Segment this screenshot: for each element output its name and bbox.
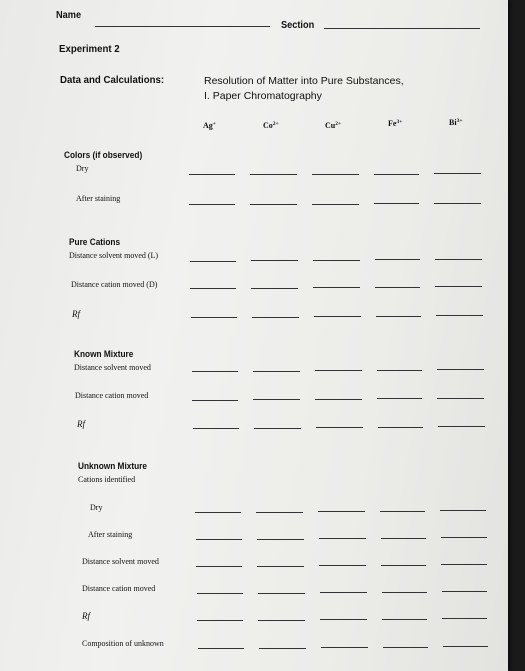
known-mixture-heading: Known Mixture	[74, 349, 134, 359]
pure-cations-heading: Pure Cations	[69, 237, 121, 247]
answer-blank[interactable]	[435, 286, 482, 287]
unknown-cation-label: Distance cation moved	[82, 584, 156, 593]
answer-blank[interactable]	[250, 174, 297, 175]
answer-blank[interactable]	[314, 316, 361, 317]
answer-blank[interactable]	[258, 620, 305, 621]
known-rf-label: Rf	[77, 419, 85, 429]
answer-blank[interactable]	[438, 426, 485, 427]
answer-blank[interactable]	[191, 317, 237, 318]
title-line1: Resolution of Matter into Pure Substances,	[204, 75, 404, 87]
answer-blank[interactable]	[196, 539, 242, 540]
answer-blank[interactable]	[320, 619, 367, 620]
answer-blank[interactable]	[380, 511, 425, 512]
answer-blank[interactable]	[315, 370, 362, 371]
answer-blank[interactable]	[313, 287, 360, 288]
column-co: $Co^{2+}$	[263, 121, 279, 130]
answer-blank[interactable]	[434, 173, 481, 174]
answer-blank[interactable]	[441, 537, 487, 538]
answer-blank[interactable]	[189, 174, 235, 175]
answer-blank[interactable]	[259, 648, 306, 649]
answer-blank[interactable]	[253, 399, 300, 400]
answer-blank[interactable]	[378, 427, 423, 428]
answer-blank[interactable]	[375, 259, 420, 260]
answer-blank[interactable]	[312, 204, 359, 205]
unknown-mixture-heading: Unknown Mixture	[78, 461, 148, 471]
answer-blank[interactable]	[189, 204, 235, 205]
answer-blank[interactable]	[377, 370, 422, 371]
answer-blank[interactable]	[254, 428, 301, 429]
answer-blank[interactable]	[382, 592, 427, 593]
answer-blank[interactable]	[197, 593, 243, 594]
pure-cation-label: Distance cation moved (D)	[71, 280, 158, 289]
answer-blank[interactable]	[377, 398, 422, 399]
answer-blank[interactable]	[374, 174, 419, 175]
answer-blank[interactable]	[197, 620, 243, 621]
answer-blank[interactable]	[441, 564, 487, 565]
unknown-dry-label: Dry	[90, 503, 103, 512]
answer-blank[interactable]	[381, 538, 426, 539]
after-staining-label: After staining	[76, 194, 121, 203]
answer-blank[interactable]	[192, 400, 238, 401]
dry-label: Dry	[76, 164, 89, 173]
answer-blank[interactable]	[319, 565, 366, 566]
colors-heading: Colors (if observed)	[64, 150, 143, 160]
answer-blank[interactable]	[376, 316, 421, 317]
unknown-solvent-label: Distance solvent moved	[82, 557, 159, 566]
column-cu: $Cu^{2+}$	[325, 121, 342, 130]
answer-blank[interactable]	[252, 317, 299, 318]
answer-blank[interactable]	[313, 260, 360, 261]
answer-blank[interactable]	[192, 371, 238, 372]
answer-blank[interactable]	[374, 203, 419, 204]
known-cation-label: Distance cation moved	[75, 391, 149, 400]
name-label: Name	[56, 10, 82, 21]
column-fe: $Fe^{3+}$	[388, 119, 403, 128]
section-label: Section	[281, 20, 315, 31]
column-bi: $Bi^{3+}$	[449, 118, 463, 127]
answer-blank[interactable]	[442, 591, 487, 592]
answer-blank[interactable]	[434, 203, 481, 204]
answer-blank[interactable]	[256, 512, 303, 513]
answer-blank[interactable]	[312, 174, 359, 175]
answer-blank[interactable]	[443, 646, 488, 647]
answer-blank[interactable]	[383, 647, 428, 648]
answer-blank[interactable]	[257, 539, 304, 540]
pure-rf-label: Rf	[72, 309, 80, 319]
title-line2: I. Paper Chromatography	[204, 90, 322, 102]
answer-blank[interactable]	[321, 647, 368, 648]
answer-blank[interactable]	[316, 427, 363, 428]
answer-blank[interactable]	[442, 618, 487, 619]
column-ag: Ag+	[203, 121, 216, 130]
answer-blank[interactable]	[196, 566, 242, 567]
answer-blank[interactable]	[437, 369, 484, 370]
answer-blank[interactable]	[319, 538, 366, 539]
answer-blank[interactable]	[190, 288, 236, 289]
cations-identified-label: Cations identified	[78, 475, 136, 484]
answer-blank[interactable]	[435, 259, 482, 260]
answer-blank[interactable]	[440, 510, 486, 511]
answer-blank[interactable]	[315, 399, 362, 400]
answer-blank[interactable]	[250, 204, 297, 205]
answer-blank[interactable]	[382, 619, 427, 620]
unknown-after-label: After staining	[88, 530, 133, 539]
answer-blank[interactable]	[193, 428, 239, 429]
answer-blank[interactable]	[437, 398, 484, 399]
known-solvent-label: Distance solvent moved	[74, 363, 151, 372]
pure-solvent-label: Distance solvent moved (L)	[69, 251, 159, 260]
experiment-label: Experiment 2	[59, 43, 120, 55]
answer-blank[interactable]	[320, 592, 367, 593]
data-calc-heading: Data and Calculations:	[60, 74, 165, 86]
unknown-rf-label: Rf	[82, 611, 90, 621]
answer-blank[interactable]	[251, 288, 298, 289]
answer-blank[interactable]	[253, 371, 300, 372]
section-blank[interactable]	[324, 28, 480, 29]
answer-blank[interactable]	[258, 593, 305, 594]
answer-blank[interactable]	[251, 260, 298, 261]
answer-blank[interactable]	[375, 287, 420, 288]
answer-blank[interactable]	[436, 315, 483, 316]
answer-blank[interactable]	[190, 261, 236, 262]
composition-label: Composition of unknown	[82, 639, 164, 648]
name-blank[interactable]	[95, 26, 270, 27]
answer-blank[interactable]	[257, 566, 304, 567]
answer-blank[interactable]	[318, 511, 365, 512]
answer-blank[interactable]	[195, 512, 241, 513]
answer-blank[interactable]	[198, 648, 244, 649]
answer-blank[interactable]	[381, 565, 426, 566]
